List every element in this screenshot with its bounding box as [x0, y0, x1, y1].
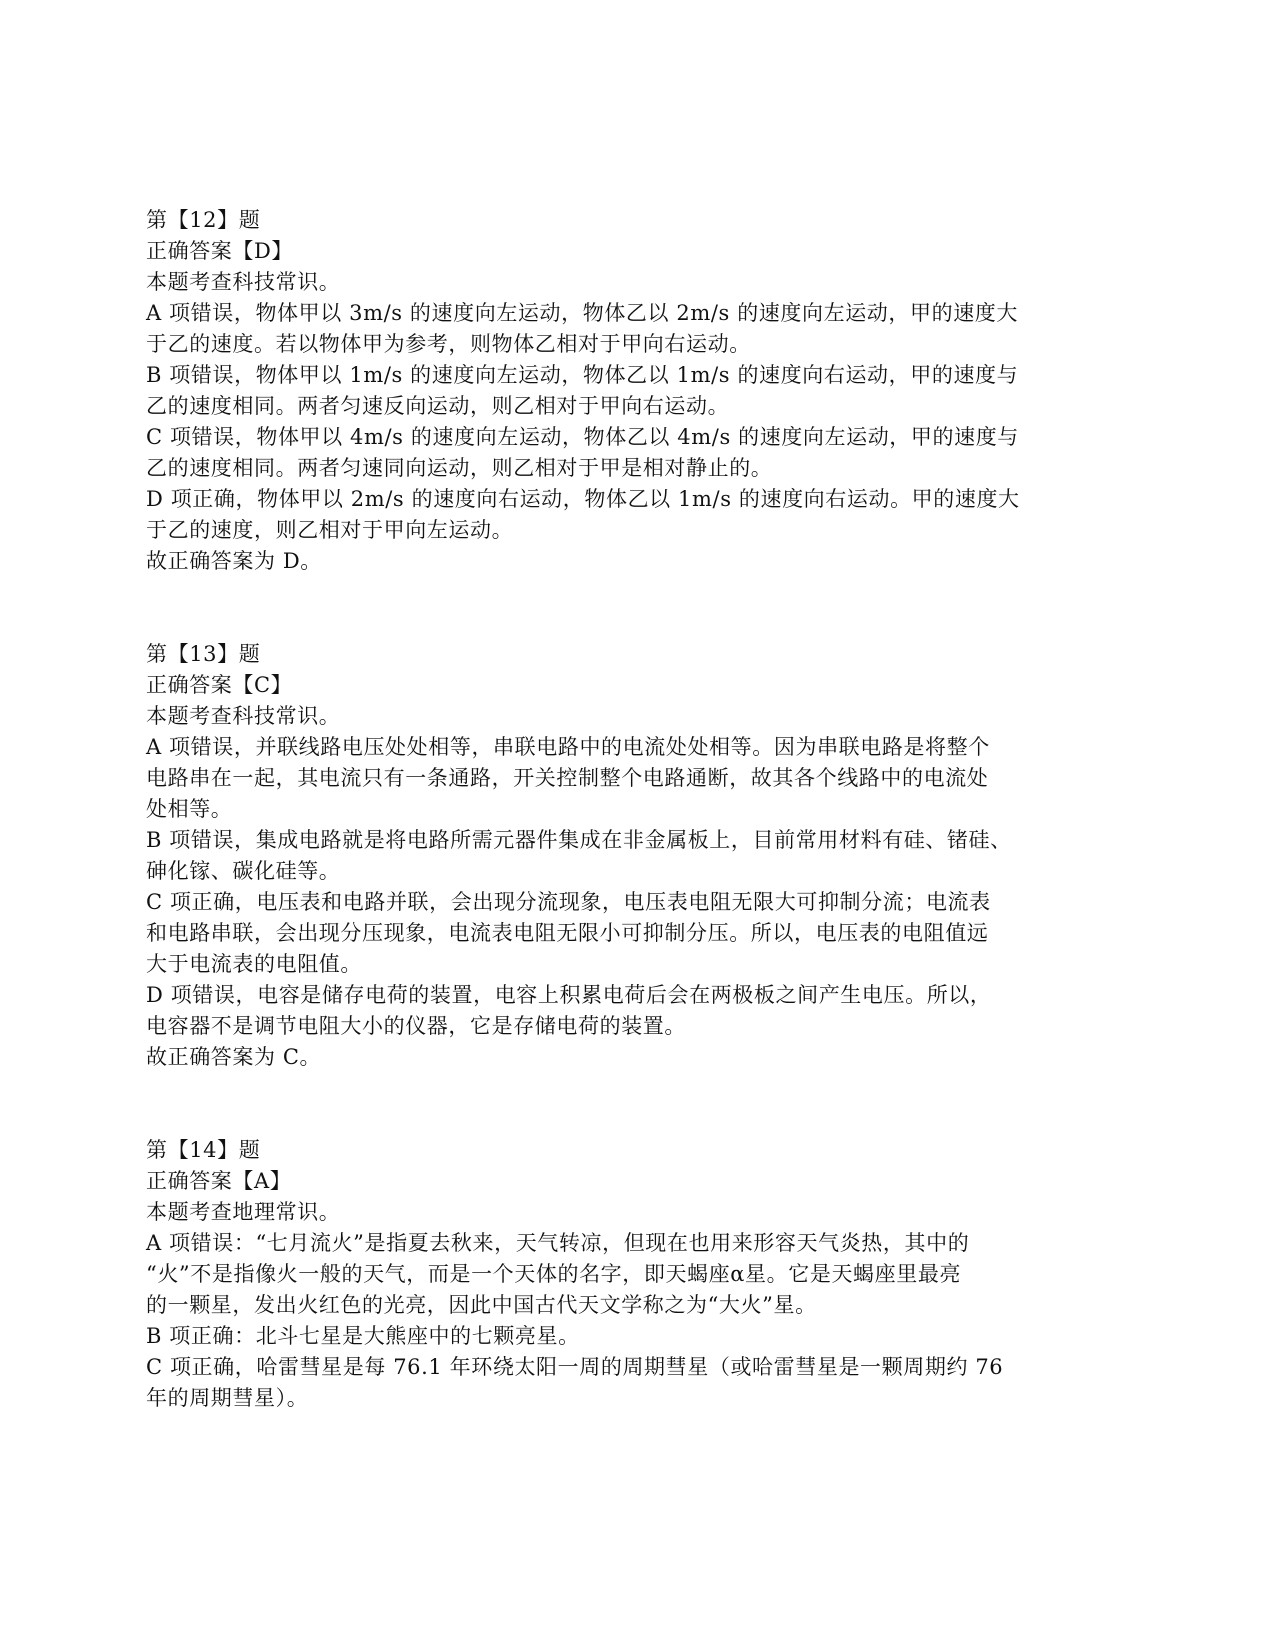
explanation-line: 于乙的速度，则乙相对于甲向左运动。: [146, 518, 514, 542]
explanation-line: B 项正确：北斗七星是大熊座中的七颗亮星。: [146, 1324, 580, 1348]
conclusion-line: 故正确答案为 D。: [146, 549, 322, 573]
conclusion-line: 故正确答案为 C。: [146, 1045, 322, 1069]
explanation-line: 砷化镓、碳化硅等。: [146, 859, 341, 883]
question-title: 第【13】题: [146, 642, 261, 666]
explanation-line: 电容器不是调节电阻大小的仪器，它是存储电荷的装置。: [146, 1014, 686, 1038]
explanation-line: 本题考查地理常识。: [146, 1200, 341, 1224]
question-title: 第【12】题: [146, 208, 261, 232]
explanation-line: 大于电流表的电阻值。: [146, 952, 362, 976]
explanation-line: D 项错误，电容是储存电荷的装置，电容上积累电荷后会在两极板之间产生电压。所以，: [146, 983, 992, 1007]
document-page: [146, 205, 1126, 1476]
correct-answer: 正确答案【D】: [146, 239, 294, 263]
explanation-line: C 项错误，物体甲以 4m/s 的速度向左运动，物体乙以 4m/s 的速度向左运动，甲的速度与: [146, 425, 1019, 449]
explanation-line: A 项错误，并联线路电压处处相等，串联电路中的电流处处相等。因为串联电路是将整个: [146, 735, 990, 759]
question-12: [146, 205, 1126, 577]
question-13: [146, 639, 1126, 1073]
explanation-line: A 项错误，物体甲以 3m/s 的速度向左运动，物体乙以 2m/s 的速度向左运动，甲的速度大: [146, 301, 1018, 325]
correct-answer: 正确答案【C】: [146, 673, 293, 697]
question-14: [146, 1135, 1126, 1414]
explanation-line: 于乙的速度。若以物体甲为参考，则物体乙相对于甲向右运动。: [146, 332, 751, 356]
explanation-line: 本题考查科技常识。: [146, 704, 341, 728]
question-title: 第【14】题: [146, 1138, 261, 1162]
explanation-line: C 项正确，哈雷彗星是每 76.1 年环绕太阳一周的周期彗星（或哈雷彗星是一颗周期约 76: [146, 1355, 1004, 1379]
correct-answer: 正确答案【A】: [146, 1169, 292, 1193]
explanation-line: 乙的速度相同。两者匀速同向运动，则乙相对于甲是相对静止的。: [146, 456, 773, 480]
explanation-line: 电路串在一起，其电流只有一条通路，开关控制整个电路通断，故其各个线路中的电流处: [146, 766, 989, 790]
explanation-line: 处相等。: [146, 797, 233, 821]
explanation-line: 本题考查科技常识。: [146, 270, 341, 294]
explanation-line: A 项错误：“七月流火”是指夏去秋来，天气转凉，但现在也用来形容天气炎热，其中的: [146, 1231, 970, 1255]
explanation-line: B 项错误，物体甲以 1m/s 的速度向左运动，物体乙以 1m/s 的速度向右运动，甲的速度与: [146, 363, 1019, 387]
explanation-line: 的一颗星，发出火红色的光亮，因此中国古代天文学称之为“大火”星。: [146, 1293, 817, 1317]
explanation-line: 和电路串联，会出现分压现象，电流表电阻无限小可抑制分压。所以，电压表的电阻值远: [146, 921, 989, 945]
explanation-line: B 项错误，集成电路就是将电路所需元器件集成在非金属板上，目前常用材料有硅、锗硅、: [146, 828, 1012, 852]
explanation-line: D 项正确，物体甲以 2m/s 的速度向右运动，物体乙以 1m/s 的速度向右运动。甲的速度大: [146, 487, 1020, 511]
explanation-line: C 项正确，电压表和电路并联，会出现分流现象，电压表电阻无限大可抑制分流；电流表: [146, 890, 991, 914]
explanation-line: 乙的速度相同。两者匀速反向运动，则乙相对于甲向右运动。: [146, 394, 730, 418]
explanation-line: “火”不是指像火一般的天气，而是一个天体的名字，即天蝎座α星。它是天蝎座里最亮: [146, 1262, 962, 1286]
explanation-line: 年的周期彗星）。: [146, 1386, 309, 1410]
